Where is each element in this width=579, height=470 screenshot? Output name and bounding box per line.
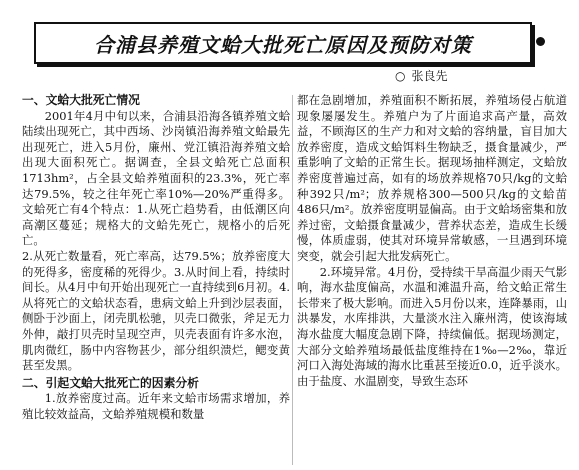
- section-heading-2: 二、引起文蛤大批死亡的因素分析: [22, 375, 199, 390]
- paragraph: 都在急剧增加，养殖面积不断拓展，养殖场侵占航道现象屡屡发生。养殖户为了片面追求高产量，高效益，不顾海区的生产力和对文蛤的容纳量，盲目加大放养密度，造成文蛤饵料生物缺乏，摄食量减少，严重影响了文蛤的正常生长。据现场抽样测定，文蛤放养密度普遍过高，如有的场放养规格70只/kg的文蛤种392只/m²；放养规格300—500只/kg的文蛤苗486只/m²。放养密度明显偏高。由于文蛤场密集和放养过密，文蛤摄食量减少，营养状态差，造成生长缓慢，体质虚弱，使其对环境异常敏感，一旦遇到环境突变，就会引起大批发病死亡。: [297, 93, 567, 263]
- paragraph: 2.环境异常。4月份，受持续干旱高温少雨天气影响，海水盐度偏高，水温和滩温升高，给文蛤正常生长带来了极大影响。而进入5月份以来，连降暴雨，山洪暴发，水库排洪，大量淡水注入廉州湾，使该海域海水盐度大幅度急剧下降，持续偏低。据现场测定，大部分文蛤养殖场最低盐度维持在1‰—2‰，靠近河口入海处海域的海水比重甚至接近0.0，近乎淡水。由于盐度、水温剧变，导致生态环: [297, 264, 567, 388]
- article-title: 合浦县养殖文蛤大批死亡原因及预防对策: [94, 32, 472, 57]
- title-box: [34, 22, 532, 64]
- title-bullet-icon: [536, 37, 545, 46]
- left-column: [22, 93, 290, 422]
- paragraph: 2001年4月中旬以来，合浦县沿海各镇养殖文蛤陆续出现死亡，其中西场、沙岗镇沿海养殖文蛤最先出现死亡，进入5月份，廉州、党江镇沿海养殖文蛤出现大面积死亡。据调查，全县文蛤死亡总面积1713hm²，占全县文蛤养殖面积的23.3%，死亡率达79.5%，较之往年死亡率10%—20%严重得多。文蛤死亡有4个特点：1.从死亡趋势看，由低潮区向高潮区蔓延；规格大的文蛤先死亡，规格小的后死亡。: [22, 108, 290, 248]
- paragraph: 2.从死亡数量看，死亡率高，达79.5%；放养密度大的死得多，密度稀的死得少。3.从时间上看，持续时间长。从4月中旬开始出现死亡一直持续到6月初。4.从将死亡的文蛤状态看，患病文蛤上升到沙层表面，侧卧于沙面上，闭壳肌松驰，贝壳口微张，斧足无力外伸，敲打贝壳时呈现空声，贝壳表面有许多水泡，肌肉微红，肠中内容物甚少，部分组织溃烂，鳃变黄甚至发黑。: [22, 248, 290, 373]
- author-circle-icon: ○: [395, 69, 406, 83]
- author-name: 张良先: [411, 69, 448, 83]
- section-heading-1: 一、文蛤大批死亡情况: [22, 93, 140, 107]
- byline: [395, 67, 448, 84]
- right-column: [297, 93, 567, 389]
- paragraph: 1.放养密度过高。近年来文蛤市场需求增加，养殖比较效益高，文蛤养殖规模和数量: [22, 391, 290, 421]
- column-divider: [292, 95, 293, 465]
